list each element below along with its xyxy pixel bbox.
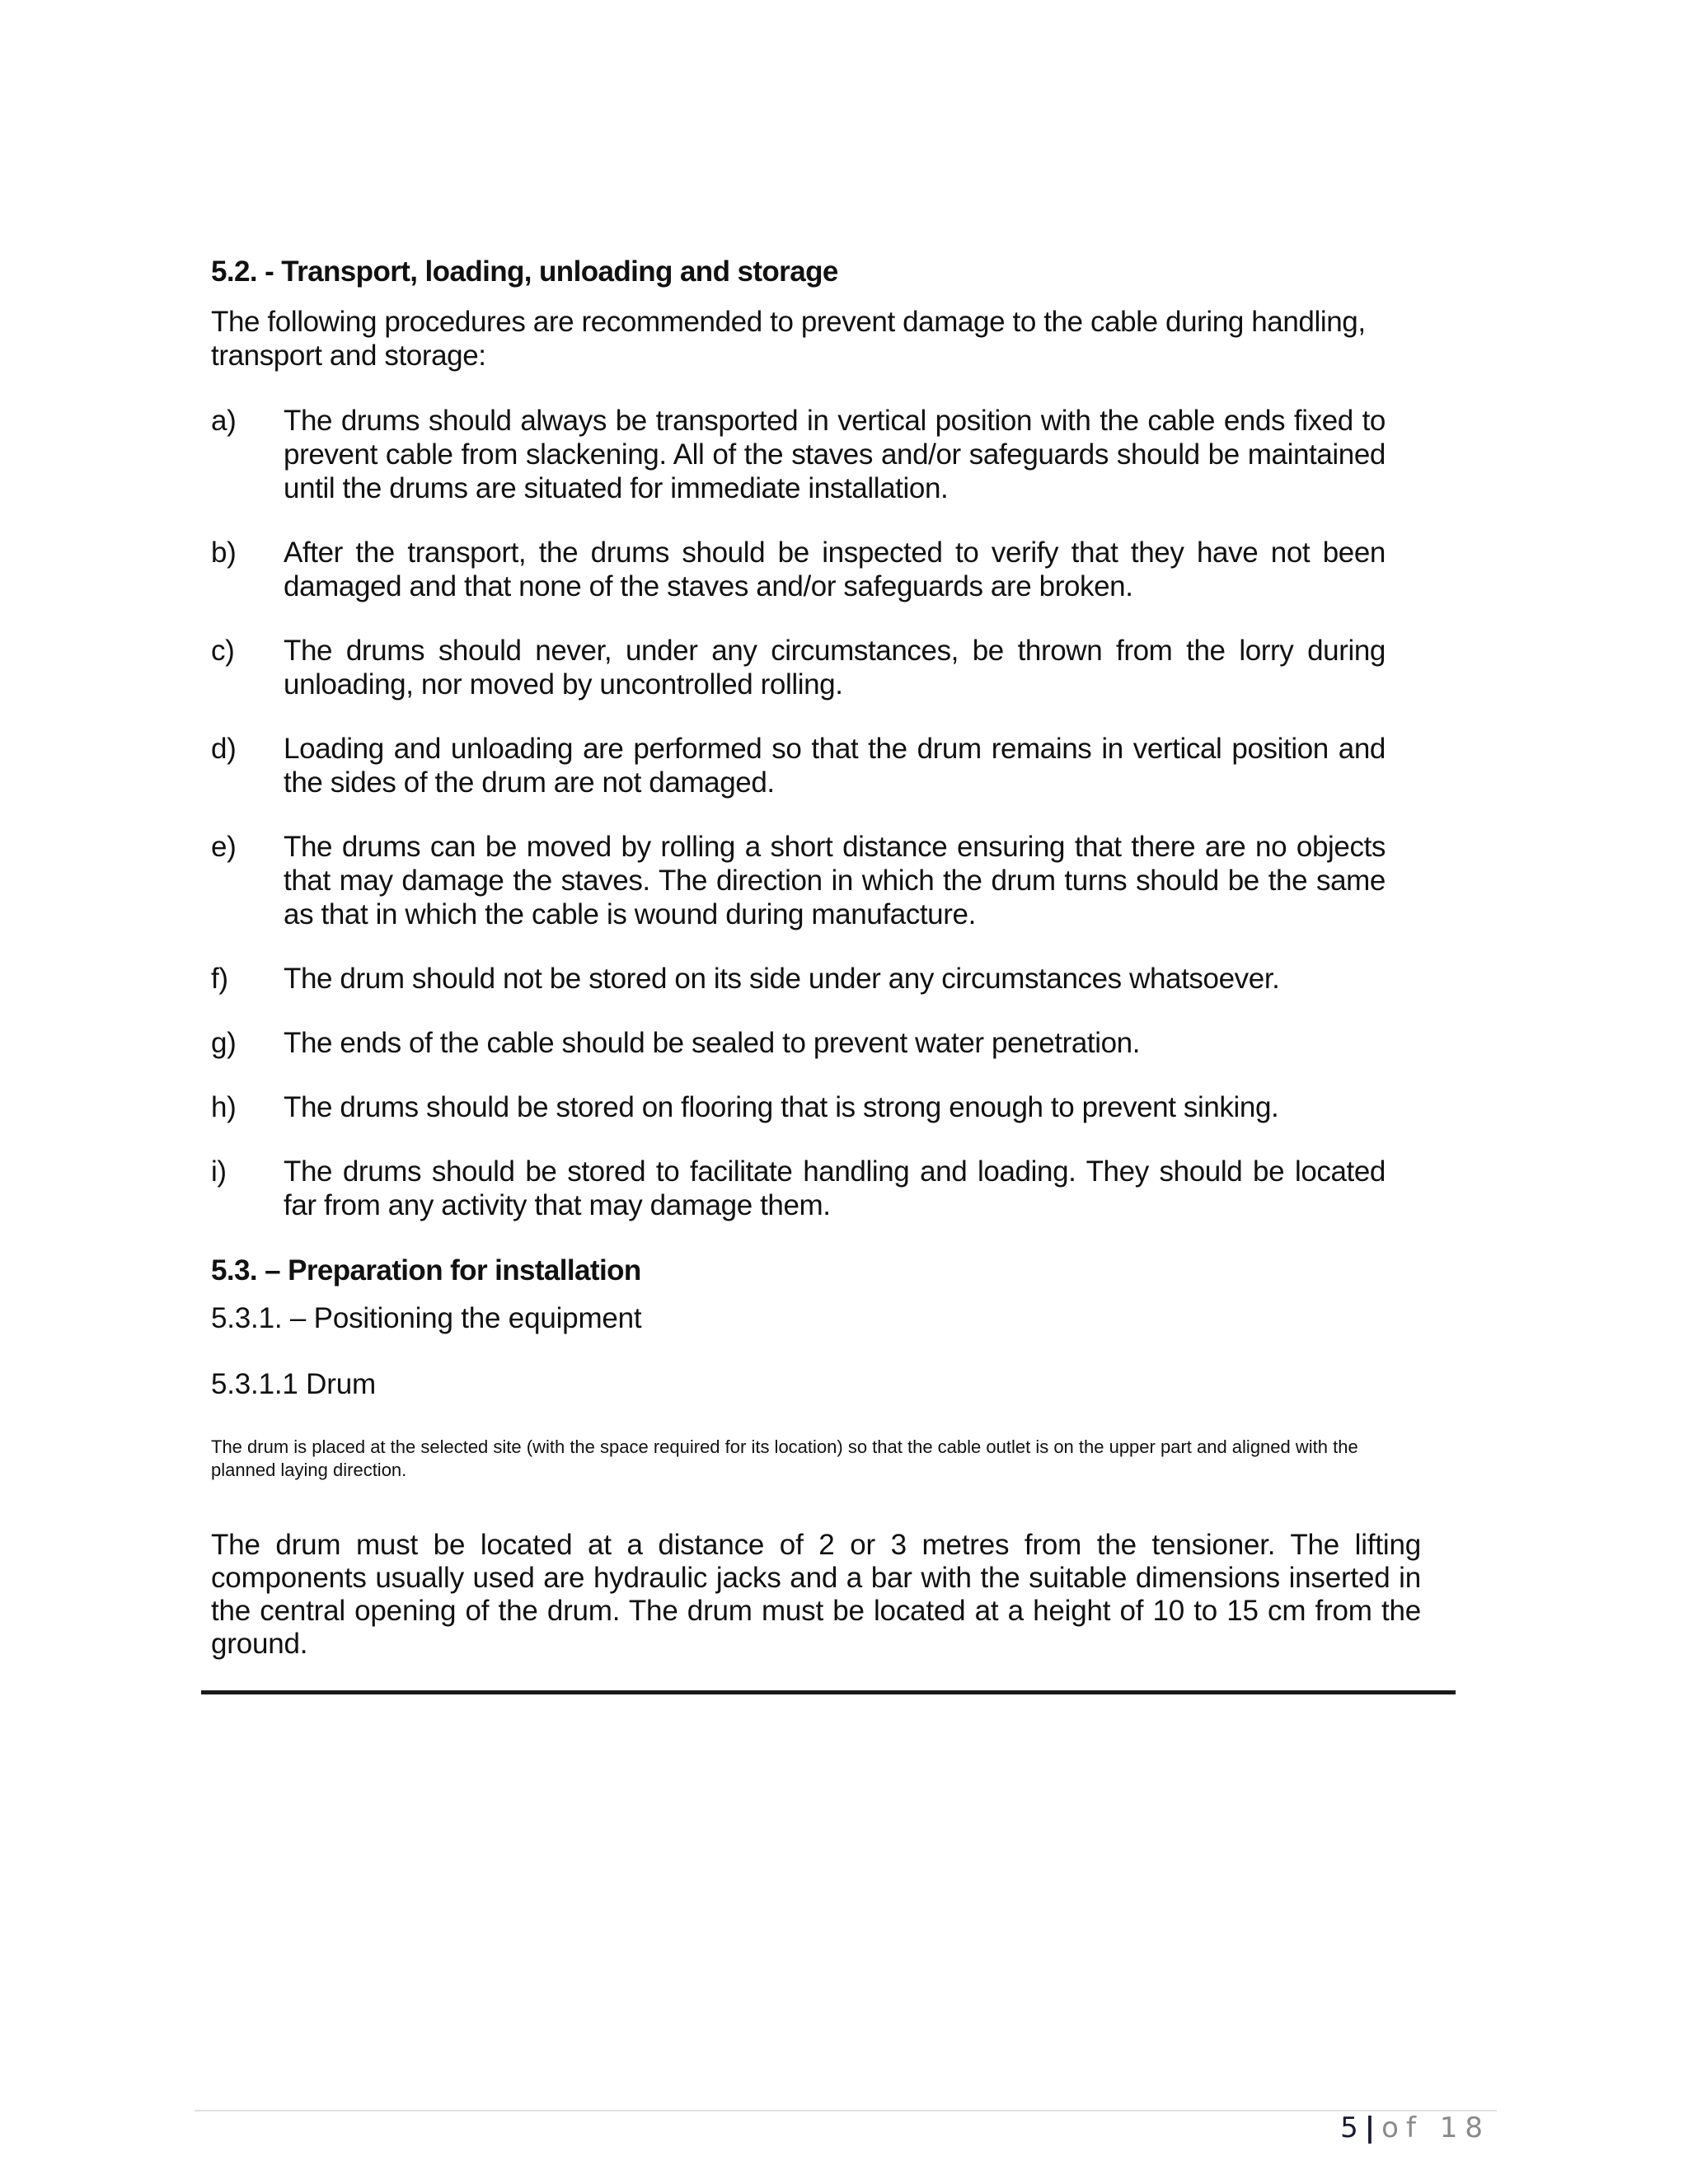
list-item-text: The drums should be stored to facilitate handling and loading. They should be located far from any activity that may damage them. [284, 1155, 1386, 1221]
list-item-text: After the transport, the drums should be inspected to verify that they have not been damaged and that none of the staves and/or safeguards are broken. [284, 537, 1386, 602]
list-item [211, 1026, 1386, 1060]
current-page-number: 5 [1340, 2111, 1358, 2144]
list-item-text: The drum should not be stored on its side under any circumstances whatsoever. [284, 963, 1280, 995]
list-marker: c) [211, 635, 235, 667]
subsection-heading-5-3-1: 5.3.1. – Positioning the equipment [211, 1302, 642, 1334]
list-marker: i) [211, 1155, 227, 1188]
list-item [211, 1090, 1386, 1124]
body-paragraph: The drum must be located at a distance of 2 or 3 metres from the tensioner. The lifting components usually used are hydraulic jacks and a bar with the suitable dimensions inserted in the central opening of the drum. The drum must be located at a height of 10 to 15 cm from the ground. [211, 1529, 1421, 1660]
list-item-text: Loading and unloading are performed so that the drum remains in vertical position and the sides of the drum are not damaged. [284, 733, 1386, 799]
list-item [211, 962, 1386, 996]
list-marker: b) [211, 537, 237, 569]
list-marker: f) [211, 963, 228, 995]
list-marker: d) [211, 733, 237, 765]
list-item-text: The drums should be stored on flooring that is strong enough to prevent sinking. [284, 1091, 1279, 1123]
intro-paragraph: The following procedures are recommended to prevent damage to the cable during handling, transport and storage: [211, 306, 1366, 372]
list-item [211, 634, 1386, 701]
page-total: of 18 [1381, 2111, 1490, 2144]
list-item-text: The drums should never, under any circumstances, be thrown from the lorry during unloading, nor moved by uncontrolled rolling. [284, 635, 1386, 701]
list-item-text: The ends of the cable should be sealed to prevent water penetration. [284, 1027, 1141, 1059]
list-item [211, 536, 1386, 603]
list-item [211, 732, 1386, 799]
section-heading-5-3: 5.3. – Preparation for installation [211, 1254, 641, 1286]
list-item [211, 1155, 1386, 1222]
list-item [211, 830, 1386, 931]
list-marker: h) [211, 1091, 237, 1123]
footer-divider [195, 2110, 1497, 2111]
subsection-heading-5-3-1-1: 5.3.1.1 Drum [211, 1368, 376, 1400]
page-separator: | [1364, 2111, 1376, 2144]
list-item-text: The drums should always be transported in vertical position with the cable ends fixed to prevent cable from slackening. All of the staves and/or safeguards should be maintained until the drums are situated for immediate installation. [284, 405, 1386, 504]
list-item [211, 404, 1386, 505]
list-item-text: The drums can be moved by rolling a short distance ensuring that there are no objects that may damage the staves. The direction in which the drum turns should be the same as that in which the cable is wound during manufacture. [284, 831, 1386, 930]
list-marker: g) [211, 1027, 237, 1059]
section-divider [201, 1690, 1456, 1694]
small-paragraph: The drum is placed at the selected site (with the space required for its location) so that the cable outlet is on the upper part and aligned with the planned laying direction. [211, 1436, 1358, 1480]
section-heading-5-2: 5.2. - Transport, loading, unloading and storage [211, 255, 838, 288]
page-number [1340, 2111, 1490, 2144]
list-marker: a) [211, 405, 237, 437]
procedure-list [211, 404, 1386, 1253]
list-marker: e) [211, 831, 237, 863]
